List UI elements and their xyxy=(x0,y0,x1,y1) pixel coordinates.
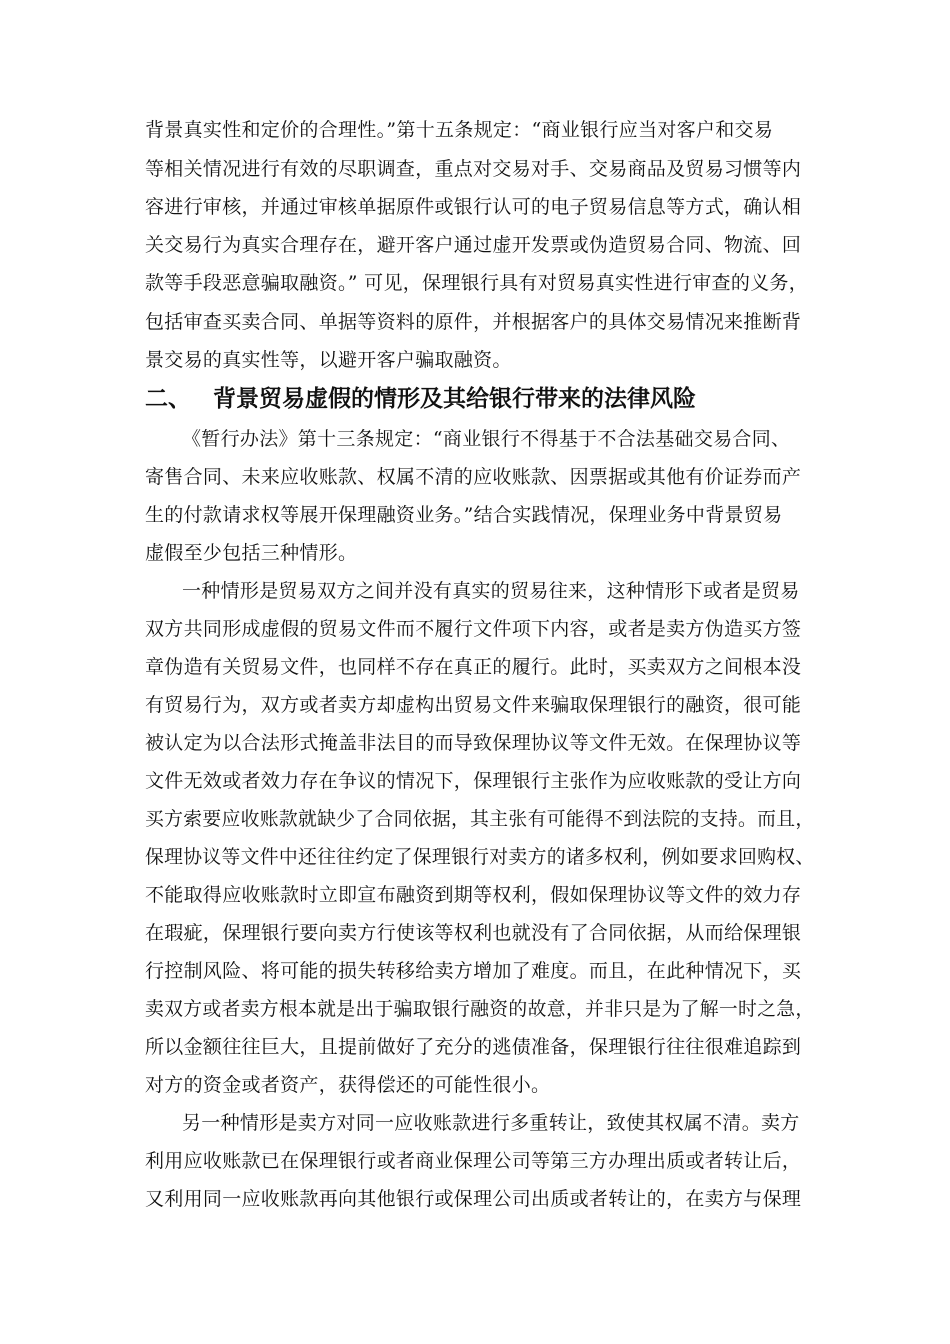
paragraph-line: 利用应收账款已在保理银行或者商业保理公司等第三方办理出质或者转让后， xyxy=(145,1150,802,1172)
paragraph-line: 关交易行为真实合理存在，避开客户通过虚开发票或伪造贸易合同、物流、回 xyxy=(145,234,802,256)
paragraph-line: 保理协议等文件中还往往约定了保理银行对卖方的诸多权利，例如要求回购权、 xyxy=(145,846,815,868)
paragraph-line: 寄售合同、未来应收账款、权属不清的应收账款、因票据或其他有价证券而产 xyxy=(145,466,802,488)
paragraph-line: 包括审查买卖合同、单据等资料的原件，并根据客户的具体交易情况来推断背 xyxy=(145,311,802,333)
section-heading xyxy=(145,384,696,414)
paragraph-line: 背景真实性和定价的合理性。”第十五条规定：“商业银行应当对客户和交易 xyxy=(145,119,774,141)
paragraph-line: 买方索要应收账款就缺少了合同依据，其主张有可能得不到法院的支持。而且， xyxy=(145,808,815,830)
section-heading-title: 背景贸易虚假的情形及其给银行带来的法律风险 xyxy=(213,386,696,412)
paragraph-line: 款等手段恶意骗取融资。” 可见，保理银行具有对贸易真实性进行审查的义务， xyxy=(145,272,809,294)
paragraph-line: 另一种情形是卖方对同一应收账款进行多重转让，致使其权属不清。卖方 xyxy=(182,1112,800,1134)
paragraph-line: 在瑕疵，保理银行要向卖方行使该等权利也就没有了合同依据，从而给保理银 xyxy=(145,922,802,944)
paragraph-line: 所以金额往往巨大，且提前做好了充分的逃债准备，保理银行往往很难追踪到 xyxy=(145,1036,802,1058)
paragraph-line: 景交易的真实性等，以避开客户骗取融资。 xyxy=(145,349,512,371)
paragraph-line: 一种情形是贸易双方之间并没有真实的贸易往来，这种情形下或者是贸易 xyxy=(182,580,800,602)
paragraph-line: 等相关情况进行有效的尽职调查，重点对交易对手、交易商品及贸易习惯等内 xyxy=(145,158,802,180)
paragraph-line: 被认定为以合法形式掩盖非法目的而导致保理协议等文件无效。在保理协议等 xyxy=(145,732,802,754)
paragraph-line: 不能取得应收账款时立即宣布融资到期等权利，假如保理协议等文件的效力存 xyxy=(145,884,802,906)
paragraph-line: 行控制风险、将可能的损失转移给卖方增加了难度。而且，在此种情况下，买 xyxy=(145,960,802,982)
paragraph-line: 生的付款请求权等展开保理融资业务。”结合实践情况，保理业务中背景贸易 xyxy=(145,504,783,526)
paragraph-line: 卖双方或者卖方根本就是出于骗取银行融资的故意，并非只是为了解一时之急， xyxy=(145,998,815,1020)
paragraph-line: 对方的资金或者资产，获得偿还的可能性很小。 xyxy=(145,1074,551,1096)
paragraph-line: 文件无效或者效力存在争议的情况下，保理银行主张作为应收账款的受让方向 xyxy=(145,770,802,792)
paragraph-line: 《暂行办法》第十三条规定：“商业银行不得基于不合法基础交易合同、 xyxy=(182,428,791,450)
paragraph-line: 有贸易行为，双方或者卖方却虚构出贸易文件来骗取保理银行的融资，很可能 xyxy=(145,694,802,716)
paragraph-line: 双方共同形成虚假的贸易文件而不履行文件项下内容，或者是卖方伪造买方签 xyxy=(145,618,802,640)
paragraph-line: 虚假至少包括三种情形。 xyxy=(145,542,358,564)
paragraph-line: 又利用同一应收账款再向其他银行或保理公司出质或者转让的，在卖方与保理 xyxy=(145,1188,802,1210)
section-heading-number: 二、 xyxy=(145,386,191,412)
paragraph-line: 容进行审核，并通过审核单据原件或银行认可的电子贸易信息等方式，确认相 xyxy=(145,196,802,218)
paragraph-line: 章伪造有关贸易文件，也同样不存在真正的履行。此时，买卖双方之间根本没 xyxy=(145,656,802,678)
